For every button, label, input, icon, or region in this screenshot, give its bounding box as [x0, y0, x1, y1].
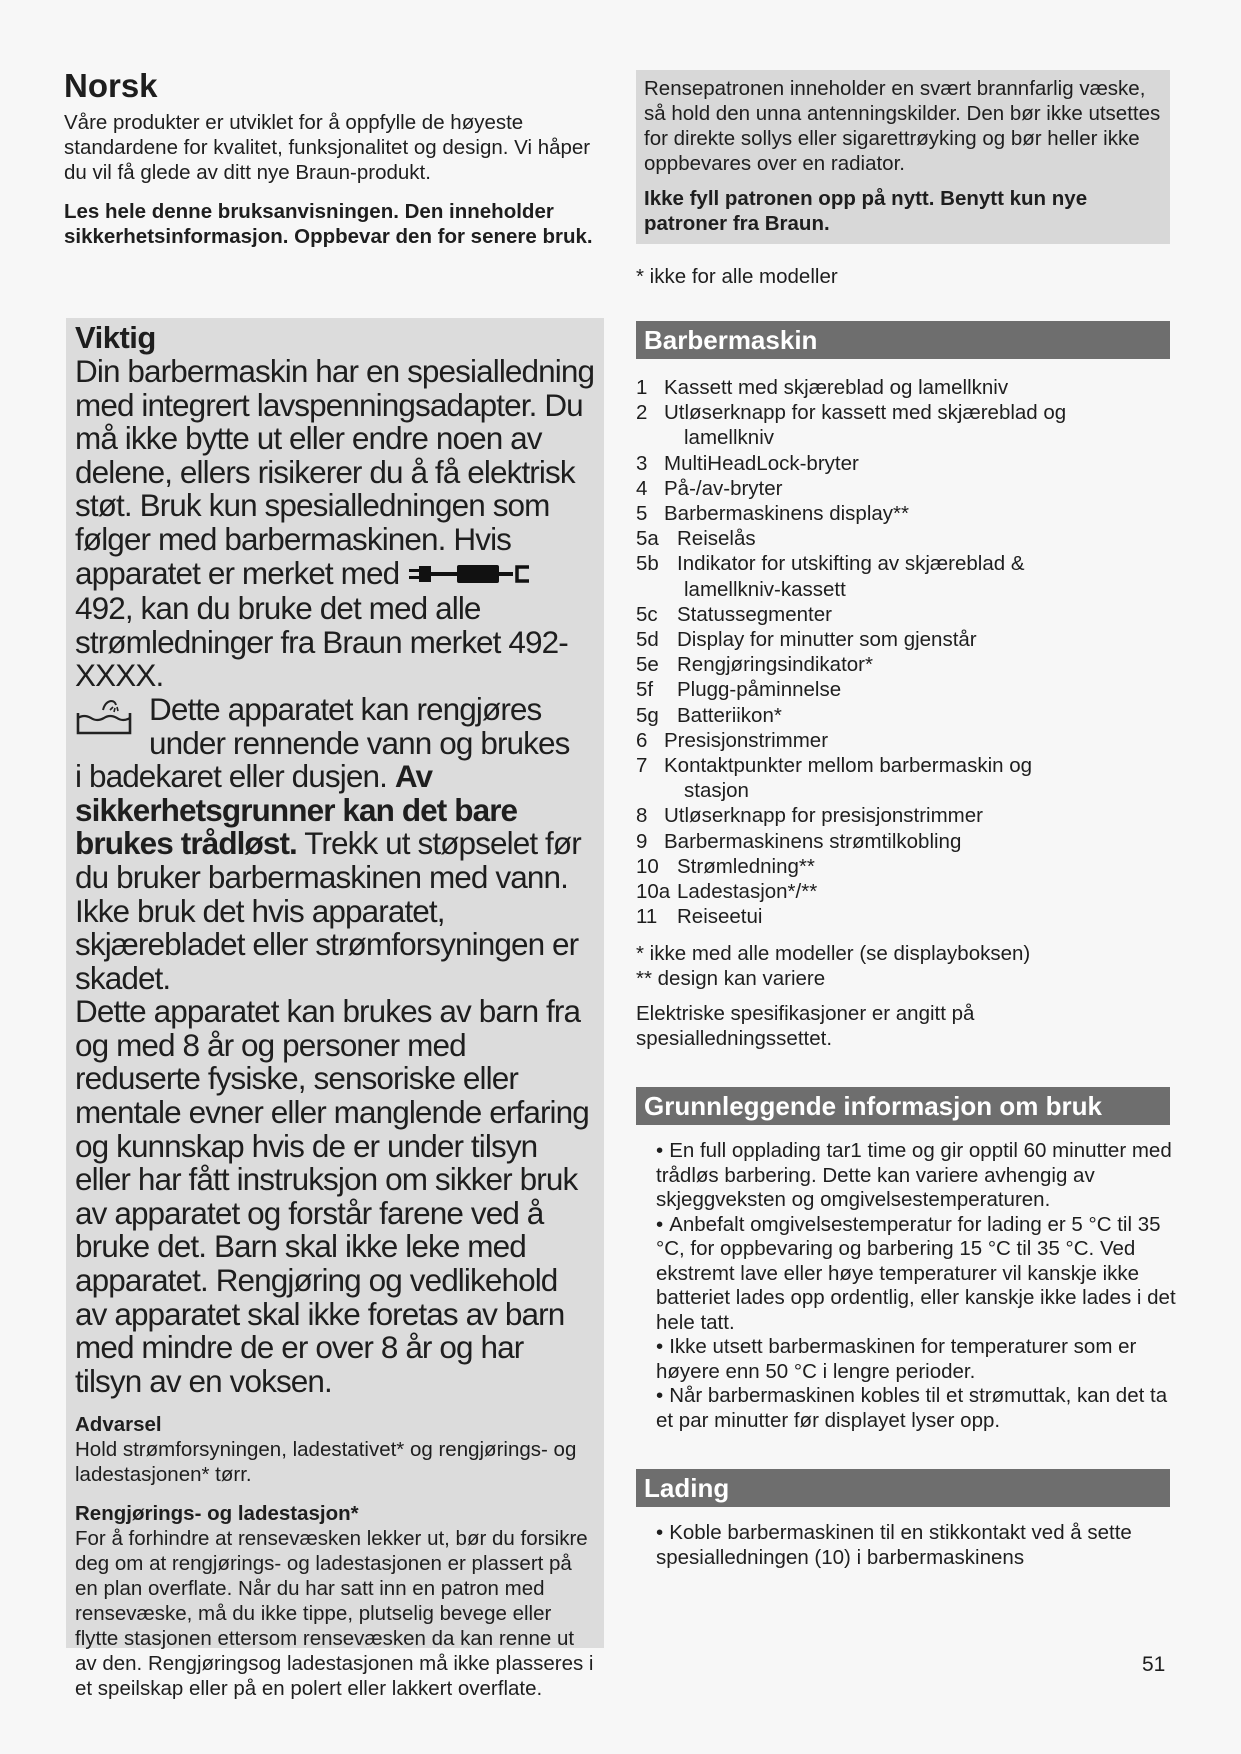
important-box [66, 318, 604, 1701]
part-number: 5b [636, 552, 659, 576]
plug-cord-icon [409, 559, 533, 593]
part-label: Strømledning** [677, 854, 815, 878]
part-label-continued: stasjon [684, 779, 749, 803]
part-label: Presisjonstrimmer [664, 728, 829, 752]
part-body [636, 677, 841, 702]
part-item [636, 652, 1176, 677]
bath-continuation [75, 760, 596, 894]
part-label-continued: lamellkniv-kassett [684, 577, 846, 601]
part-number: 2 [636, 401, 648, 425]
part-body [636, 627, 977, 652]
part-number: 5c [636, 602, 658, 626]
part-number: 5f [636, 678, 654, 702]
part-label: Kassett med skjæreblad og lamellkniv [664, 376, 1009, 399]
part-label: Utløserknapp for kassett med skjæreblad og [664, 401, 1067, 425]
parts-list [636, 375, 1176, 929]
part-label: Reiseetui [677, 905, 763, 929]
part-number: 6 [636, 728, 648, 752]
models-note: * ikke for alle modeller [636, 265, 838, 288]
part-item [636, 476, 1176, 501]
part-item [636, 551, 1176, 601]
part-label: MultiHeadLock-bryter [664, 451, 859, 475]
part-item [636, 602, 1176, 627]
part-number: 4 [636, 476, 648, 500]
part-item [636, 400, 1176, 450]
part-number: 1 [636, 376, 648, 399]
bath-row [75, 690, 596, 761]
part-number: 9 [636, 829, 648, 853]
part-number: 5d [636, 628, 659, 652]
page-number: 51 [1142, 1653, 1166, 1676]
part-label: Utløserknapp for presisjonstrimmer [664, 804, 983, 828]
part-label: Barbermaskinens display** [664, 502, 909, 526]
intro-instruction: Les hele denne bruksanvisningen. Den inneholder sikkerhetsinformasjon. Oppbevar den for senere bruk. [64, 200, 593, 248]
part-item [636, 627, 1176, 652]
important-text-2: 492, kan du bruke det med alle strømledninger fra Braun merket 492-XXXX. [75, 590, 568, 694]
important-text-1: Din barbermaskin har en spesialledning med integrert lavspenningsadapter. Du må ikke bytte ut eller endre noen av delene, ellers risikerer du å få elektrisk støt. Bruk kun spesialledningen som følger med barbermaskinen. Hvis apparatet er merket med [75, 353, 595, 591]
intro-text: Våre produkter er utviklet for å oppfylle de høyeste standardene for kvalitet, funksjonalitet og design. Vi håper du vil få glede av ditt nye Braun-produkt. [64, 111, 591, 184]
part-item [636, 451, 1176, 476]
bullet-item: • Ikke utsett barbermaskinen for temperaturer som er høyere enn 50 °C i lengre perioder. [656, 1335, 1176, 1384]
part-body [636, 728, 828, 753]
charging-list [636, 1521, 1176, 1570]
part-item [636, 526, 1176, 551]
warning-text: Hold strømforsyningen, ladestativet* og rengjørings- og ladestasjonen* tørr. [75, 1438, 577, 1487]
part-label: Plugg-påminnelse [677, 678, 842, 702]
basic-info-list [636, 1139, 1176, 1433]
part-number: 8 [636, 804, 648, 828]
part-number: 5a [636, 527, 659, 551]
station-text: For å forhindre at rensevæsken lekker ut, bør du forsikre deg om at rengjørings- og ladestasjonen er plassert på en plan overflate. Når du har satt inn en patron med rensevæske, må du ikke tippe, plutselig bevege eller flytte stasjonen ettersom rensevæsken da kan renne ut av den. Rengjøringsog ladestasjonen må ikke plasseres i et speilskap eller på en polert eller lakkert overflate. [75, 1527, 594, 1701]
footnote-2: ** design kan variere [636, 967, 826, 991]
part-label: Display for minutter som gjenstår [677, 628, 977, 652]
page-title: Norsk [64, 67, 158, 104]
damage-paragraph: Ikke bruk det hvis apparatet, skjærebladet eller strømforsyningen er skadet. [75, 892, 579, 996]
part-item [636, 677, 1176, 702]
part-number: 10 [636, 854, 659, 878]
cartridge-warning-box [636, 70, 1170, 244]
part-item [636, 829, 1176, 854]
part-number: 7 [636, 754, 648, 778]
important-paragraph [75, 355, 596, 693]
part-label: Statussegmenter [677, 602, 832, 626]
part-body [636, 375, 1008, 400]
part-body [636, 526, 756, 551]
cartridge-warning-text: Rensepatronen inneholder en svært brannfarlig væske, så hold den unna antenningskilder. Den bør ikke utsettes for direkte sollys eller sigarettrøyking og bør heller ikke oppbevares over en radiator. [644, 77, 1161, 175]
part-body [636, 904, 762, 929]
part-number: 11 [636, 905, 658, 929]
part-item [636, 904, 1176, 929]
part-label: På-/av-bryter [664, 476, 783, 500]
part-item [636, 854, 1176, 879]
part-body [636, 501, 909, 526]
bath-text: Dette apparatet kan rengjøres under rennende vann og brukes [149, 690, 570, 761]
section-heading-shaver: Barbermaskin [636, 321, 1170, 359]
warning-heading: Advarsel [75, 1413, 162, 1437]
bath-bold-text: Av sikkerhetsgrunner kan det bare brukes trådløst. [75, 758, 518, 862]
part-label: Kontaktpunkter mellom barbermaskin og [664, 754, 1033, 778]
cartridge-warning-bold: Ikke fyll patronen opp på nytt. Benytt kun nye patroner fra Braun. [644, 187, 1088, 235]
part-label: Rengjøringsindikator* [677, 653, 873, 677]
spec-note: Elektriske spesifikasjoner er angitt på spesialledningssettet. [636, 1002, 975, 1051]
part-item [636, 703, 1176, 728]
part-label: Barbermaskinens strømtilkobling [664, 829, 962, 853]
part-label: Indikator for utskifting av skjæreblad & [677, 552, 1025, 576]
bathtub-icon [75, 699, 135, 744]
bullet-item: • Koble barbermaskinen til en stikkontakt ved å sette spesialledningen (10) i barbermaskinens [656, 1521, 1176, 1570]
bath-after-text: Trekk ut støpselet før du bruker barbermaskinen med vann. [75, 825, 581, 895]
part-label: Ladestasjon*/** [677, 880, 818, 904]
part-label: Batteriikon* [677, 703, 782, 727]
footnote-1: * ikke med alle modeller (se displayboksen) [636, 942, 1031, 966]
important-heading: Viktig [75, 320, 156, 355]
part-body [636, 829, 961, 854]
part-body [636, 451, 859, 476]
left-column [64, 66, 604, 249]
part-body [636, 551, 1025, 601]
station-heading: Rengjørings- og ladestasjon* [75, 1502, 359, 1526]
section-heading-basic: Grunnleggende informasjon om bruk [636, 1087, 1170, 1125]
part-body [636, 400, 1066, 450]
part-label: Reiselås [677, 527, 756, 551]
part-body [636, 652, 873, 677]
part-number: 5 [636, 502, 648, 526]
part-item [636, 753, 1176, 803]
section-heading-charging: Lading [636, 1469, 1170, 1507]
part-body [636, 879, 817, 904]
part-number: 5g [636, 703, 659, 727]
part-body [636, 703, 782, 728]
bullet-item: • En full opplading tar1 time og gir opptil 60 minutter med trådløs barbering. Dette kan variere avhengig av skjeggveksten og omgivelsestemperaturen. [656, 1139, 1176, 1213]
children-paragraph: Dette apparatet kan brukes av barn fra og med 8 år og personer med reduserte fysiske, sensoriske eller mentale evner eller manglende erfaring og kunnskap hvis de er under tilsyn eller har fått instruksjon om sikker bruk av apparatet og forstår farene ved å bruke det. Barn skal ikke leke med apparatet. Rengjøring og vedlikehold av apparatet skal ikke foretas av barn med mindre de er over 8 år og har tilsyn av en voksen. [75, 993, 589, 1399]
part-item [636, 803, 1176, 828]
part-number: 3 [636, 451, 648, 475]
bath-cont-text: i badekaret eller dusjen. [75, 758, 387, 795]
part-label-continued: lamellkniv [684, 426, 774, 450]
bullet-item: • Når barbermaskinen kobles til et strømuttak, kan det ta et par minutter før displayet lyser opp. [656, 1384, 1176, 1433]
intro [64, 110, 604, 249]
part-body [636, 602, 832, 627]
right-column [636, 70, 1176, 1570]
part-body [636, 803, 983, 828]
bullet-item: • Anbefalt omgivelsestemperatur for lading er 5 °C til 35 °C, for oppbevaring og barbering 15 °C til 35 °C. Ved ekstremt lave eller høye temperaturer vil kanskje ikke batteriet lades opp ordentlig, eller kanskje ikke lades i det hele tatt. [656, 1213, 1176, 1336]
part-item [636, 501, 1176, 526]
part-item [636, 375, 1176, 400]
part-body [636, 476, 782, 501]
footnotes [636, 941, 1176, 991]
part-item [636, 879, 1176, 904]
part-body [636, 854, 815, 879]
part-number: 5e [636, 653, 659, 677]
part-number: 10a [636, 880, 671, 904]
part-body [636, 753, 1032, 803]
part-item [636, 728, 1176, 753]
